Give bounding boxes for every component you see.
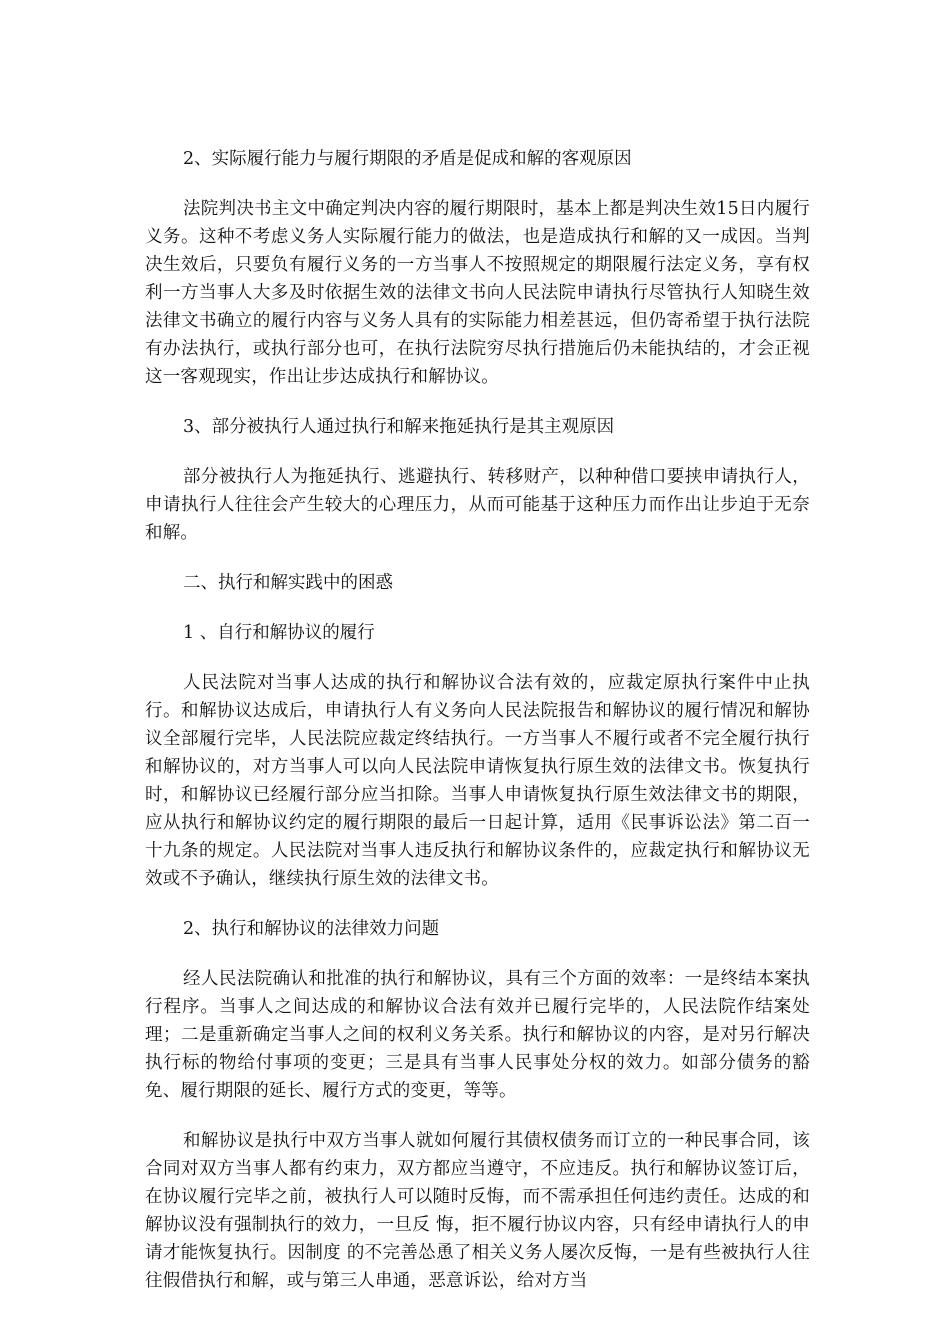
section-heading: 2、执行和解协议的法律效力问题: [183, 919, 440, 939]
document-body: [145, 145, 810, 1295]
body-paragraph: 经人民法院确认和批准的执行和解协议，具有三个方面的效率：一是终结本案执行程序。当事人之间达成的和解协议合法有效并已履行完毕的，人民法院作结案处理；二是重新确定当事人之间的权利义务关系。执行和解协议的内容，是对另行解决执行标的物给付事项的变更；三是具有当事人民事处分权的效力。如部分债务的豁免、履行期限的延长、履行方式的变更，等等。: [145, 969, 810, 1101]
section-heading: 2、实际履行能力与履行期限的矛盾是促成和解的客观原因: [183, 149, 632, 169]
body-paragraph: 部分被执行人为拖延执行、逃避执行、转移财产，以种种借口要挟申请执行人，申请执行人往往会产生较大的心理压力，从而可能基于这种压力而作出让步迫于无奈和解。: [145, 467, 810, 543]
body-paragraph: 和解协议是执行中双方当事人就如何履行其债权债务而订立的一种民事合同，该合同对双方当事人都有约束力，双方都应当遵守，不应违反。执行和解协议签订后，在协议履行完毕之前，被执行人可以随时反悔，而不需承担任何违约责任。达成的和解协议没有强制执行的效力，一旦反 悔，拒不履行协议内容，只有经申请执行人的申请才能恢复执行。因制度 的不完善怂恿了相关义务人屡次反悔，一是有些被执行人往往假借执行和解，或与第三人串通，恶意诉讼，给对方当: [145, 1131, 810, 1291]
body-paragraph: 法院判决书主文中确定判决内容的履行期限时，基本上都是判决生效15日内履行义务。这种不考虑义务人实际履行能力的做法，也是造成执行和解的又一成因。当判决生效后，只要负有履行义务的一方当事人不按照规定的期限履行法定义务，享有权利一方当事人大多及时依据生效的法律文书向人民法院申请执行尽管执行人知晓生效法律文书确立的履行内容与义务人具有的实际能力相差甚远，但仍寄希望于执行法院有办法执行，或执行部分也可，在执行法院穷尽执行措施后仍未能执结的，才会正视这一客观现实，作出让步达成执行和解协议。: [145, 199, 810, 387]
body-paragraph: 人民法院对当事人达成的执行和解协议合法有效的，应裁定原执行案件中止执行。和解协议达成后，申请执行人有义务向人民法院报告和解协议的履行情况和解协议全部履行完毕，人民法院应裁定终结执行。一方当事人不履行或者不完全履行执行和解协议的，对方当事人可以向人民法院申请恢复执行原生效的法律文书。恢复执行时，和解协议已经履行部分应当扣除。当事人申请恢复执行原生效法律文书的期限，应从执行和解协议约定的履行期限的最后一日起计算，适用《民事诉讼法》第二百一十九条的规定。人民法院对当事人违反执行和解协议条件的，应裁定执行和解协议无效或不予确认，继续执行原生效的法律文书。: [145, 673, 810, 889]
section-heading: 3、部分被执行人通过执行和解来拖延执行是其主观原因: [183, 417, 615, 437]
chapter-heading: 二、执行和解实践中的困惑: [183, 573, 393, 593]
section-heading: 1 、自行和解协议的履行: [183, 623, 375, 643]
